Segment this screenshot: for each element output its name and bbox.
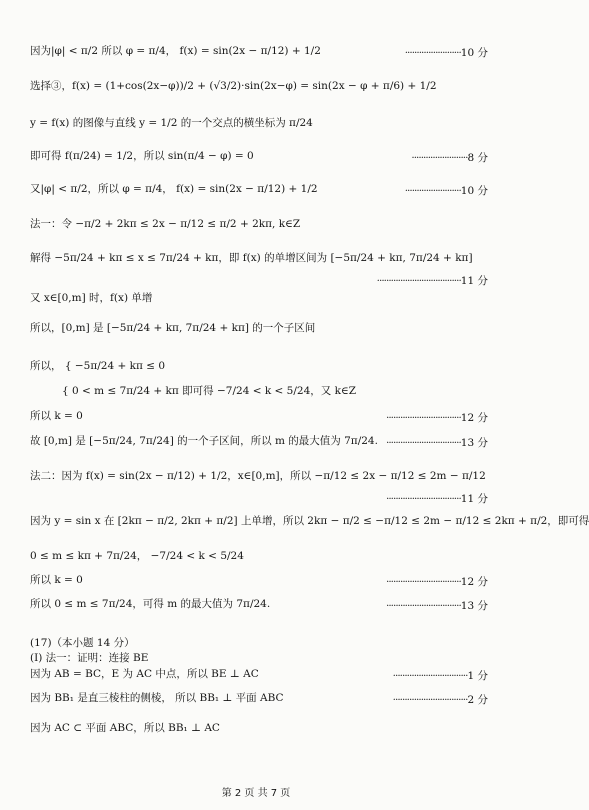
text-line: 故 [0,m] 是 [−5π/24, 7π/24] 的一个子区间，所以 m 的最大值为 7π/24. [30,435,378,447]
page-number: 第 2 页 共 7 页 [221,788,291,799]
text-line: 所以 0 ≤ m ≤ 7π/24，可得 m 的最大值为 7π/24. [30,598,271,610]
text-line: 法二：因为 f(x) = sin(2x − π/12) + 1/2，x∈[0,m]，所以 −π/12 ≤ 2x − π/12 ≤ 2m − π/12 [30,470,486,482]
text-line: 因为 AC ⊂ 平面 ABC，所以 BB₁ ⊥ AC [30,722,220,734]
text-line: 即可得 f(π/24) = 1/2，所以 sin(π/4 − φ) = 0 [30,150,254,162]
score-mark: ························10 分 [404,47,488,59]
score-mark: ························8 分 [411,152,488,164]
text-line: 因为 y = sin x 在 [2kπ − π/2, 2kπ + π/2] 上单增，所以 2kπ − π/2 ≤ −π/12 ≤ 2m − π/12 ≤ 2kπ + π/2，即可得 [30,515,589,527]
text-line: 又 x∈[0,m] 时，f(x) 单增 [30,292,153,304]
text-line: 又|φ| < π/2，所以 φ = π/4， f(x) = sin(2x − π/12) + 1/2 [30,183,318,195]
text-line: 因为|φ| < π/2 所以 φ = π/4， f(x) = sin(2x − π/12) + 1/2 [30,45,321,57]
score-mark: ································11 分 [385,493,488,505]
text-line: (I) 法一：证明：连接 BE [30,652,149,664]
text-line: 法一：令 −π/2 + 2kπ ≤ 2x − π/12 ≤ π/2 + 2kπ, k∈Z [30,218,301,230]
text-line: 所以 k = 0 [30,574,83,586]
text-line: 所以 k = 0 [30,410,83,422]
text-line: 因为 BB₁ 是直三棱柱的侧棱， 所以 BB₁ ⊥ 平面 ABC [30,692,284,704]
text-line: { 0 < m ≤ 7π/24 + kπ 即可得 −7/24 < k < 5/24，又 k∈Z [62,385,357,397]
section-heading: (17)（本小题 14 分） [30,637,135,649]
text-line: 0 ≤ m ≤ kπ + 7π/24， −7/24 < k < 5/24 [30,550,244,562]
text-line: 因为 AB = BC，E 为 AC 中点，所以 BE ⊥ AC [30,668,259,680]
text-line: 所以， { −5π/24 + kπ ≤ 0 [30,360,166,372]
score-mark: ································2 分 [392,694,488,706]
score-mark: ································12 分 [385,412,488,424]
text-line: 选择③，f(x) = (1+cos(2x−φ))/2 + (√3/2)·sin(2x−φ) = sin(2x − φ + π/6) + 1/2 [30,80,437,92]
score-mark: ································1 分 [392,670,488,682]
text-line: 解得 −5π/24 + kπ ≤ x ≤ 7π/24 + kπ，即 f(x) 的单增区间为 [−5π/24 + kπ, 7π/24 + kπ] [30,252,473,264]
score-mark: ································12 分 [385,576,488,588]
score-mark: ································13 分 [385,600,488,612]
text-line: y = f(x) 的图像与直线 y = 1/2 的一个交点的横坐标为 π/24 [30,117,313,129]
text-line: 所以，[0,m] 是 [−5π/24 + kπ, 7π/24 + kπ] 的一个子区间 [30,322,316,334]
score-mark: ························10 分 [404,185,488,197]
score-mark: ································13 分 [385,437,488,449]
score-mark: ····································11 分 [376,275,488,287]
